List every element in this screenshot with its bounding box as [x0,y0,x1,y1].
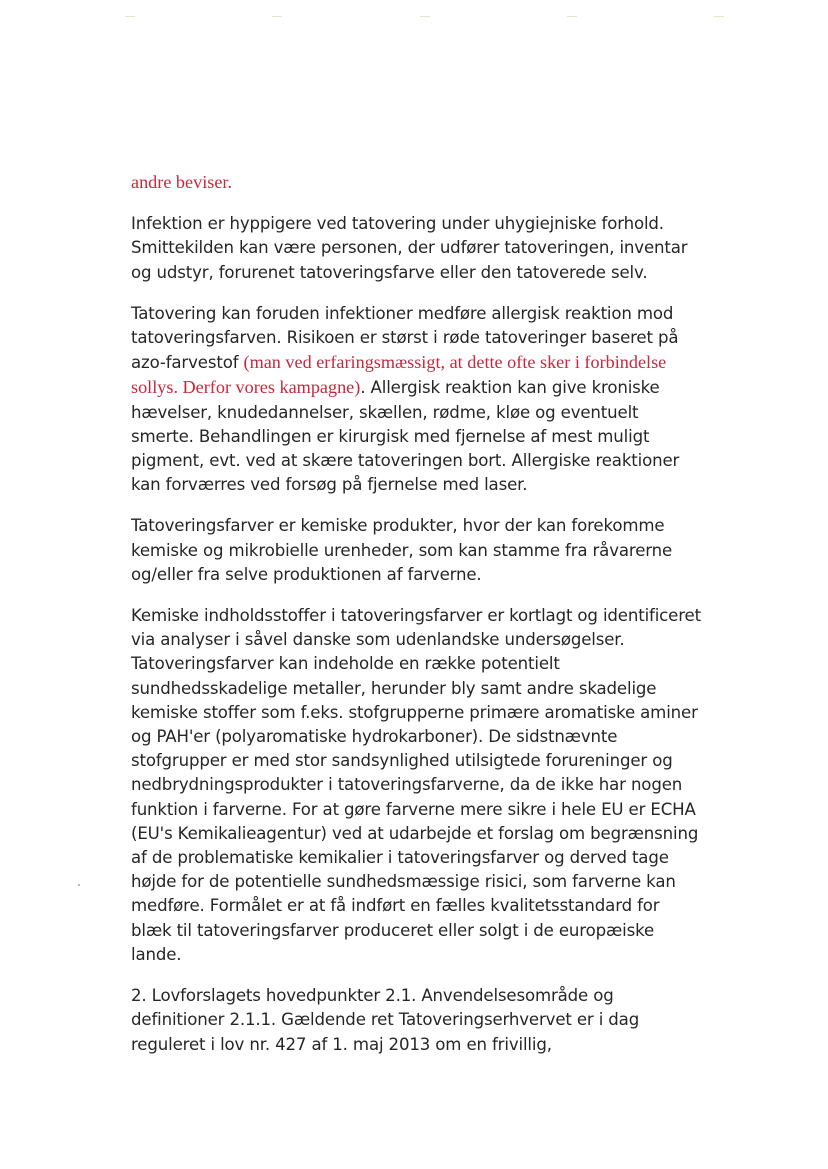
scan-speck [78,884,80,886]
scan-artifact-mark [567,16,577,17]
scan-artifact-mark [272,16,282,17]
scan-artifact-mark [420,16,430,17]
scan-artifacts [0,12,828,42]
paragraph [131,604,701,967]
body-text: Tatoveringsfarver er kemiske produkter, hvor der kan forekomme kemiske og mikrobielle urenheder, som kan stamme fra råvarerne og/eller fra selve produktionen af farverne. [131,516,673,584]
scan-artifact-mark [714,16,724,17]
annotation-text: (man ved erfaringsmæssigt, at dette ofte sker i forbindelse sollys. Derfor vores kampagne) [131,352,667,398]
paragraph [131,984,701,1057]
document-body [131,170,701,1074]
body-text: Kemiske indholdsstoffer i tatoveringsfarver er kortlagt og identificeret via analyser i såvel danske som udenlandske undersøgelser. Tatoveringsfarver kan indeholde en række potentielt sundhedsskadelige metaller, herunder bly samt andre skadelige kemiske stoffer som f.eks. stofgrupperne primære aromatiske aminer og PAH'er (polyaromatiske hydrokarboner). De sidstnævnte stofgrupper er med stor sandsynlighed utilsigtede forureninger og nedbrydningsprodukter i tatoveringsfarverne, da de ikke har nogen funktion i farverne. For at gøre farverne mere sikre i hele EU er ECHA (EU's Kemikalieagentur) ved at udarbejde et forslag om begrænsning af de problematiske kemikalier i tatoveringsfarver og derved tage højde for de potentielle sundhedsmæssige risici, som farverne kan medføre. Formålet er at få indført en fælles kvalitetsstandard for blæk til tatoveringsfarver produceret eller solgt i de europæiske lande. [131,606,701,964]
body-text: 2. Lovforslagets hovedpunkter 2.1. Anvendelsesområde og definitioner 2.1.1. Gældende ret Tatoveringserhvervet er i dag reguleret i lov nr. 427 af 1. maj 2013 om en frivillig, [131,986,640,1054]
annotation-text: andre beviser. [131,172,232,192]
body-text: Infektion er hyppigere ved tatovering under uhygiejniske forhold. Smittekilden kan være personen, der udfører tatoveringen, inventar og udstyr, forurenet tatoveringsfarve eller den tatoverede selv. [131,214,688,282]
paragraph [131,170,701,195]
paragraph [131,514,701,587]
body-text: Tatovering kan foruden infektioner medføre allergisk reaktion mod tatoveringsfarven. Risikoen er størst i røde tatoveringer baseret på azo-farvestof [131,303,679,373]
paragraph [131,212,701,285]
scan-artifact-mark [125,16,135,17]
body-text: . Allergisk reaktion kan give kroniske hævelser, knudedannelser, skællen, rødme, kløe og eventuelt smerte. Behandlingen er kirurgisk med fjernelse af mest muligt pigment, evt. ved at skære tatoveringen bort. Allergiske reaktioner kan forværres ved forsøg på fjernelse med laser. [131,378,680,495]
paragraph [131,302,701,498]
